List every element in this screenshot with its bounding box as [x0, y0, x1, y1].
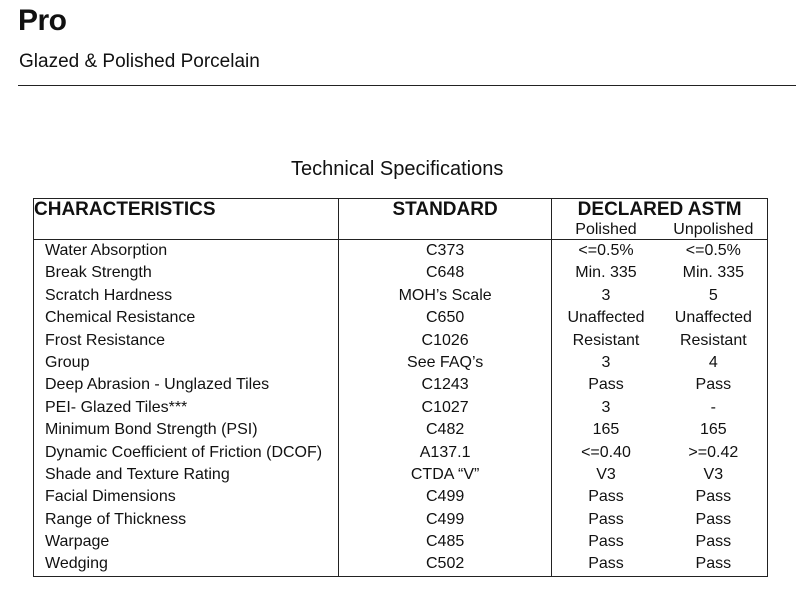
declared-row	[552, 486, 767, 508]
polished-value: 165	[592, 421, 620, 439]
declared-row	[552, 307, 767, 329]
header-declared-title: DECLARED ASTM	[577, 199, 742, 220]
unpolished-value: Pass	[695, 488, 732, 506]
unpolished-value: 165	[699, 421, 727, 439]
polished-value: Min. 335	[575, 264, 637, 282]
declared-row	[552, 397, 767, 419]
unpolished-value: 4	[708, 353, 718, 371]
polished-value: Pass	[588, 533, 624, 551]
standard-value: C648	[425, 264, 465, 282]
characteristic-label: Deep Abrasion - Unglazed Tiles	[45, 376, 270, 394]
characteristic-label: Facial Dimensions	[45, 488, 176, 506]
standard-column	[338, 240, 551, 577]
polished-value: 3	[601, 286, 611, 304]
standard-value: C499	[425, 488, 465, 506]
standard-value: MOH’s Scale	[398, 286, 492, 304]
unpolished-value: Pass	[695, 376, 732, 394]
standard-value: CTDA “V”	[410, 465, 480, 483]
declared-row	[552, 352, 767, 374]
standard-value: C482	[425, 421, 465, 439]
characteristic-label: Frost Resistance	[45, 331, 166, 349]
declared-column	[552, 240, 768, 577]
unpolished-value: <=0.5%	[685, 242, 741, 259]
standard-value: C1243	[421, 376, 469, 394]
product-subtitle: Glazed & Polished Porcelain	[19, 51, 260, 72]
declared-row	[552, 442, 767, 464]
declared-row	[552, 240, 767, 262]
declared-row	[552, 285, 767, 307]
polished-value: Pass	[588, 555, 624, 573]
standard-value: C499	[425, 510, 465, 528]
standard-value: See FAQ’s	[407, 353, 484, 371]
declared-row	[552, 531, 767, 553]
characteristic-label: Dynamic Coefficient of Friction (DCOF)	[45, 443, 323, 461]
standard-value: C1027	[421, 398, 469, 416]
declared-row	[552, 374, 767, 396]
characteristic-label: Wedging	[45, 555, 108, 573]
characteristic-label: Water Absorption	[45, 242, 168, 259]
polished-value: Pass	[588, 376, 624, 394]
header-characteristics: CHARACTERISTICS	[34, 199, 339, 240]
standard-value: C1026	[421, 331, 469, 349]
unpolished-value: 5	[708, 286, 718, 304]
header-standard: STANDARD	[338, 199, 551, 240]
unpolished-value: Min. 335	[682, 264, 745, 282]
unpolished-value: V3	[703, 465, 724, 483]
declared-row	[552, 464, 767, 486]
unpolished-value: Resistant	[679, 331, 747, 349]
polished-value: Pass	[588, 488, 624, 506]
characteristic-label: Group	[45, 353, 90, 371]
polished-value: <=0.5%	[578, 242, 634, 259]
unpolished-value: Pass	[695, 533, 732, 551]
declared-row	[552, 509, 767, 531]
characteristic-label: PEI- Glazed Tiles***	[45, 398, 188, 416]
standard-value: A137.1	[419, 443, 471, 461]
polished-value: 3	[601, 353, 611, 371]
polished-value: 3	[601, 398, 611, 416]
standard-value: C485	[425, 533, 465, 551]
brand-title: Pro	[18, 4, 67, 37]
unpolished-value: >=0.42	[688, 443, 739, 461]
declared-row	[552, 419, 767, 441]
header-polished: Polished	[575, 221, 637, 238]
polished-value: Unaffected	[567, 309, 645, 327]
unpolished-value: Unaffected	[674, 309, 752, 327]
spec-body-row	[34, 240, 768, 577]
characteristic-label: Range of Thickness	[45, 510, 187, 528]
polished-value: Pass	[588, 510, 624, 528]
characteristic-label: Minimum Bond Strength (PSI)	[45, 421, 258, 439]
specs-title: Technical Specifications	[291, 158, 504, 180]
declared-row	[552, 330, 767, 352]
polished-value: V3	[596, 465, 616, 483]
spec-header-row	[34, 199, 768, 240]
unpolished-value: Pass	[695, 555, 732, 573]
characteristic-label: Break Strength	[45, 264, 152, 282]
characteristic-label: Warpage	[45, 533, 110, 551]
declared-row	[552, 262, 767, 284]
header-unpolished: Unpolished	[673, 221, 754, 238]
characteristic-label: Shade and Texture Rating	[45, 465, 230, 483]
characteristics-column	[34, 240, 339, 577]
header-declared-astm	[552, 199, 768, 240]
standard-value: C650	[425, 309, 465, 327]
standard-value: C502	[425, 555, 465, 573]
characteristic-label: Chemical Resistance	[45, 309, 196, 327]
header-divider	[18, 85, 796, 86]
standard-value: C373	[425, 242, 465, 259]
polished-value: <=0.40	[581, 443, 631, 461]
declared-row	[552, 553, 767, 575]
unpolished-value: Pass	[695, 510, 732, 528]
unpolished-value: -	[710, 398, 716, 416]
polished-value: Resistant	[572, 331, 640, 349]
characteristic-label: Scratch Hardness	[45, 286, 173, 304]
spec-table	[33, 198, 768, 577]
